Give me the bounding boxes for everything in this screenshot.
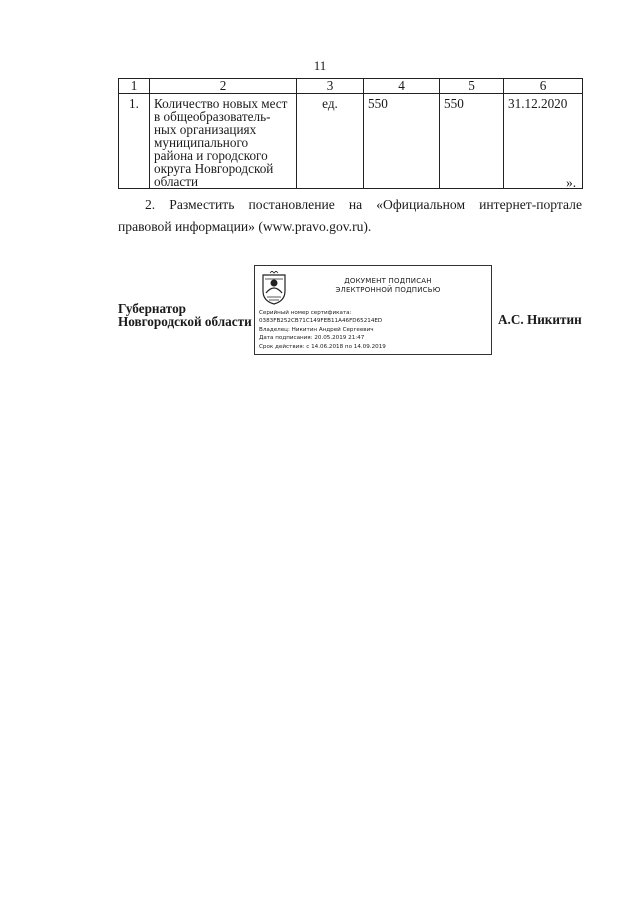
description-line: ных организациях bbox=[154, 122, 257, 137]
header-cell: 3 bbox=[297, 79, 364, 94]
governor-title bbox=[118, 302, 252, 328]
header-cell: 1 bbox=[119, 79, 150, 94]
row-description bbox=[150, 94, 297, 189]
stamp-header-line-2: ЭЛЕКТРОННОЙ ПОДПИСЬЮ bbox=[335, 286, 441, 294]
row-value-1: 550 bbox=[364, 94, 440, 189]
table-row bbox=[119, 94, 583, 189]
header-cell: 4 bbox=[364, 79, 440, 94]
row-unit: ед. bbox=[297, 94, 364, 189]
description-line: округа Новгородской bbox=[154, 161, 274, 176]
row-date: 31.12.2020 bbox=[504, 94, 583, 189]
table-header-row bbox=[119, 79, 583, 94]
stamp-validity: Срок действия: с 14.06.2018 по 14.09.2019 bbox=[259, 343, 386, 350]
header-cell: 5 bbox=[440, 79, 504, 94]
coat-of-arms-icon bbox=[260, 271, 288, 305]
description-line: Количество новых мест bbox=[154, 96, 288, 111]
description-line: муниципального bbox=[154, 135, 249, 150]
header-cell: 2 bbox=[150, 79, 297, 94]
paragraph-line-1: 2. Разместить постановление на «Официальном интернет-портале bbox=[145, 197, 582, 212]
row-value-2: 550 bbox=[440, 94, 504, 189]
stamp-details bbox=[259, 309, 386, 351]
closing-quote-mark: ». bbox=[566, 175, 577, 190]
stamp-header-line-1: ДОКУМЕНТ ПОДПИСАН bbox=[344, 277, 432, 285]
row-number: 1. bbox=[119, 94, 150, 189]
paragraph-line-2: правовой информации» (www.pravo.gov.ru). bbox=[118, 219, 372, 234]
description-line: района и городского bbox=[154, 148, 268, 163]
governor-name: А.С. Никитин bbox=[498, 312, 582, 327]
indicator-table bbox=[118, 78, 583, 189]
governor-title-line-1: Губернатор bbox=[118, 301, 186, 316]
stamp-serial-label: Серийный номер сертификата: bbox=[259, 310, 352, 316]
stamp-owner: Владелец: Никитин Андрей Сергеевич bbox=[259, 326, 374, 333]
header-cell: 6 bbox=[504, 79, 583, 94]
description-line: в общеобразователь- bbox=[154, 109, 271, 124]
page-number: 11 bbox=[313, 58, 327, 73]
description-line: области bbox=[154, 174, 199, 189]
governor-title-line-2: Новгородской области bbox=[118, 314, 252, 329]
stamp-signed-date: Дата подписания: 20.05.2019 21:47 bbox=[259, 335, 365, 342]
stamp-serial: 0383FB252CB71C149FEB11A46FD65214ED bbox=[259, 318, 383, 325]
resolution-paragraph bbox=[118, 194, 582, 238]
stamp-header bbox=[293, 277, 483, 295]
e-signature-stamp bbox=[254, 265, 492, 355]
